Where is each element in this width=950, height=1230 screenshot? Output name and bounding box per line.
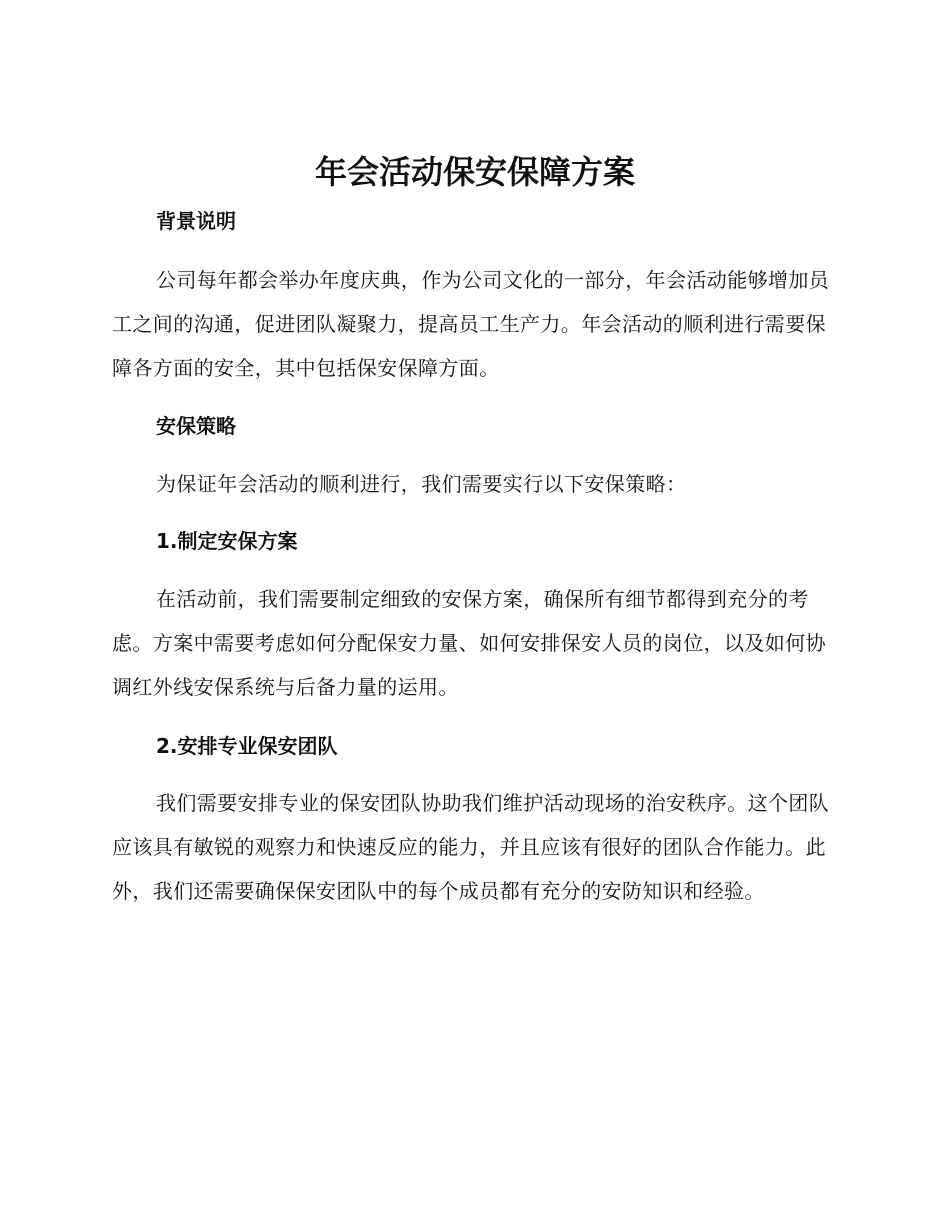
section-paragraph-plan: 在活动前，我们需要制定细致的安保方案，确保所有细节都得到充分的考虑。方案中需要考虑如何分配保安力量、如何安排保安人员的岗位，以及如何协调红外线安保系统与后备力量的运用。 bbox=[112, 587, 826, 699]
section-paragraph-security-strategy: 为保证年会活动的顺利进行，我们需要实行以下安保策略： bbox=[156, 472, 687, 496]
document-title: 年会活动保安保障方案 bbox=[314, 153, 635, 191]
section-paragraph-background: 公司每年都会举办年度庆典，作为公司文化的一部分，年会活动能够增加员工之间的沟通，促进团队凝聚力，提高员工生产力。年会活动的顺利进行需要保障各方面的安全，其中包括保安保障方面。 bbox=[112, 268, 830, 380]
section-paragraph-team: 我们需要安排专业的保安团队协助我们维护活动现场的治安秩序。这个团队应该具有敏锐的观察力和快速反应的能力，并且应该有很好的团队合作能力。此外，我们还需要确保保安团队中的每个成员都有充分的安防知识和经验。 bbox=[112, 791, 830, 903]
section-heading-plan: 1.制定安保方案 bbox=[156, 529, 298, 553]
section-heading-team: 2.安排专业保安团队 bbox=[156, 734, 338, 758]
section-heading-security-strategy: 安保策略 bbox=[156, 414, 236, 438]
section-heading-background: 背景说明 bbox=[156, 209, 236, 233]
